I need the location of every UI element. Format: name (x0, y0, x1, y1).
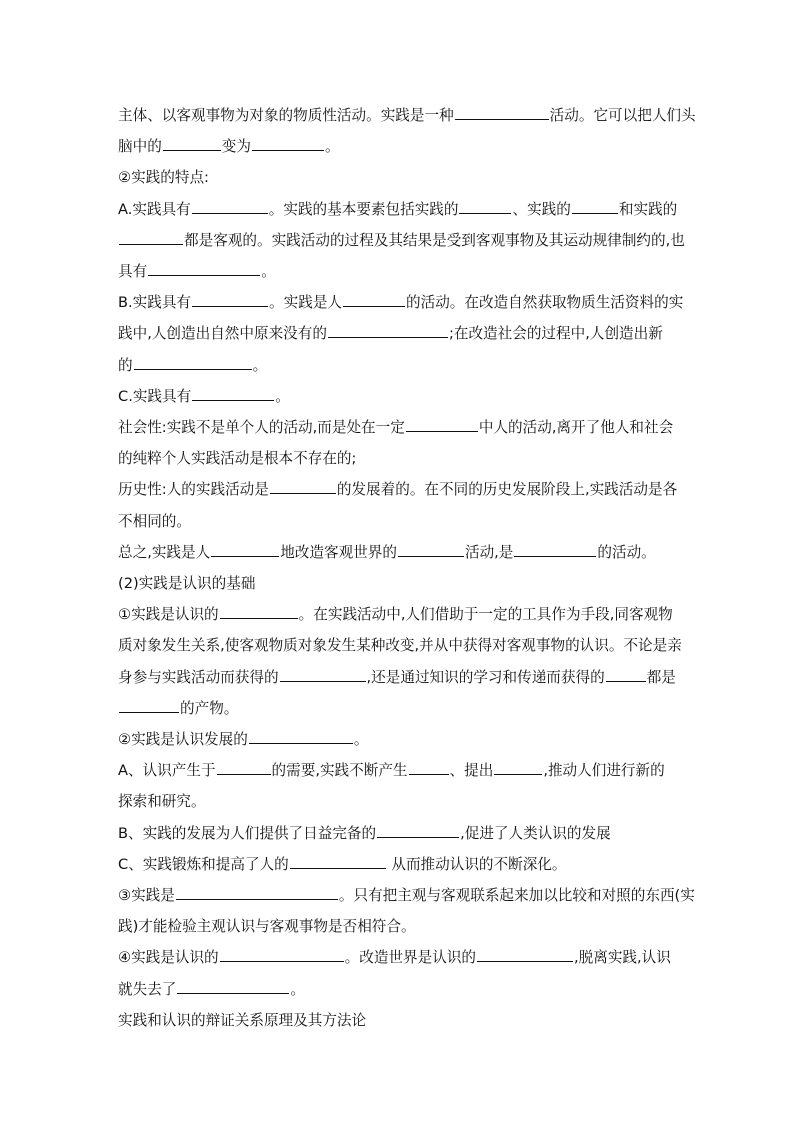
fill-in-blank (192, 198, 268, 214)
text-line (118, 474, 678, 505)
text-line (118, 974, 678, 1005)
text-run: 践中,人创造出自然中原来没有的 (118, 325, 327, 343)
fill-in-blank (572, 198, 618, 214)
text-line (118, 131, 678, 162)
text-run: 践)才能检验主观认识与客观事物是否相符合。 (118, 918, 416, 936)
text-run: A.实践具有 (118, 200, 191, 218)
text-run: (2)实践是认识的基础 (118, 575, 256, 593)
text-line (118, 537, 678, 568)
text-line (118, 818, 678, 849)
text-run: 主体、以客观事物为对象的物质性活动。实践是一种 (118, 107, 454, 124)
fill-in-blank (252, 135, 324, 151)
text-line (118, 911, 678, 942)
text-run: 就失去了 (118, 980, 177, 998)
text-run: 质对象发生关系,使客观物质对象发生某种改变,并从中获得对客观事物的认识。不论是亲 (118, 637, 682, 655)
text-run: ②实践是认识发展的 (118, 731, 248, 749)
text-run: 活动。它可以把人们头 (549, 107, 696, 124)
text-run: 都是 (646, 668, 676, 686)
text-run: 的 (118, 356, 133, 374)
text-run: ,促进了人类认识的发展 (460, 824, 611, 842)
text-run: 的产物。 (180, 699, 239, 717)
fill-in-blank (119, 697, 179, 713)
text-run: 、实践的 (512, 200, 571, 218)
text-run: ②实践的特点: (118, 169, 209, 187)
text-line (118, 630, 682, 661)
text-run: C、实践锻炼和提高了人的 (118, 855, 289, 873)
text-line (118, 506, 678, 537)
text-run: 的活动。在改造自然获取物质生活资料的实 (406, 294, 684, 312)
fill-in-blank (514, 541, 596, 557)
text-run: 不相同的。 (118, 512, 191, 530)
text-run: ,推动人们进行新的 (543, 762, 665, 780)
fill-in-blank (119, 229, 183, 245)
text-run: 。 (325, 138, 340, 156)
text-line (118, 880, 695, 911)
fill-in-blank (163, 135, 221, 151)
fill-in-blank (148, 260, 260, 276)
fill-in-blank (217, 759, 271, 775)
fill-in-blank (477, 946, 573, 962)
fill-in-blank (494, 759, 542, 775)
text-run: 。 (275, 387, 290, 405)
text-line (118, 1005, 678, 1036)
text-line (118, 724, 678, 755)
text-run: ;在改造社会的过程中,人创造出新 (448, 325, 663, 343)
text-run: ③实践是 (118, 887, 175, 905)
text-run: 。只有把主观与客观联系起来加以比较和对照的东西(实 (338, 887, 695, 905)
text-line (118, 786, 678, 817)
fill-in-blank (134, 354, 252, 370)
text-run: 实践和认识的辩证关系原理及其方法论 (118, 1011, 367, 1029)
text-line (118, 256, 678, 287)
text-run: 身参与实践活动而获得的 (118, 668, 279, 686)
text-line (118, 443, 678, 474)
text-run: B.实践具有 (118, 294, 192, 312)
text-line (118, 287, 684, 318)
fill-in-blank (328, 322, 448, 338)
text-line (118, 381, 678, 412)
text-run: ,还是通过知识的学习和传递而获得的 (366, 668, 605, 686)
text-run: 都是客观的。实践活动的过程及其结果是受到客观事物及其运动规律制约的,也 (184, 231, 685, 249)
fill-in-blank (377, 822, 459, 838)
fill-in-blank (343, 291, 405, 307)
fill-in-blank (455, 104, 549, 120)
text-run: 脑中的 (118, 138, 162, 156)
text-run: 。 (290, 980, 305, 998)
text-run: ④实践是认识的 (118, 949, 219, 967)
text-run: 。 (353, 731, 369, 749)
text-run: 。改造世界是认识的 (344, 949, 477, 967)
fill-in-blank (192, 385, 274, 401)
text-line (118, 225, 685, 256)
text-line (118, 693, 678, 724)
text-line (118, 755, 678, 786)
fill-in-blank (409, 759, 449, 775)
text-run: 的纯粹个人实践活动是根本不存在的; (118, 450, 357, 468)
text-run: 的发展着的。在不同的历史发展阶段上,实践活动是各 (336, 481, 678, 499)
text-run: 。 (261, 263, 276, 281)
text-line (118, 942, 678, 973)
fill-in-blank (270, 478, 336, 494)
fill-in-blank (280, 666, 366, 682)
fill-in-blank (211, 541, 279, 557)
text-run: 。 (252, 356, 268, 374)
text-line (118, 162, 678, 193)
text-run: 的活动。 (597, 543, 656, 561)
fill-in-blank (176, 884, 338, 900)
fill-in-blank (177, 978, 289, 994)
fill-in-blank (192, 291, 268, 307)
fill-in-blank (398, 541, 464, 557)
text-run: 从而推动认识的不断深化。 (386, 855, 567, 873)
text-line (118, 350, 678, 381)
text-run: 地改造客观世界的 (280, 543, 397, 561)
fill-in-blank (249, 728, 353, 744)
text-run: 探索和研究。 (118, 793, 206, 811)
text-run: 变为 (221, 138, 251, 156)
text-line (118, 568, 678, 599)
text-run: 、提出 (449, 762, 494, 780)
fill-in-blank (406, 416, 478, 432)
text-run: 的需要,实践不断产生 (271, 762, 408, 780)
text-line (118, 412, 678, 443)
text-line (118, 194, 678, 225)
text-run: 总之,实践是人 (118, 543, 211, 561)
text-run: C.实践具有 (118, 387, 192, 405)
fill-in-blank (606, 666, 646, 682)
document-body (118, 100, 696, 1036)
text-run: 。实践的基本要素包括实践的 (268, 200, 459, 218)
text-run: 社会性:实践不是单个人的活动,而是处在一定 (118, 419, 405, 437)
text-run: 中人的活动,离开了他人和社会 (478, 419, 674, 437)
text-run: B、实践的发展为人们提供了日益完备的 (118, 824, 377, 842)
text-line (118, 100, 696, 131)
text-run: 。在实践活动中,人们借助于一定的工具作为手段,同客观物 (298, 606, 673, 624)
fill-in-blank (459, 198, 511, 214)
fill-in-blank (290, 853, 386, 869)
fill-in-blank (220, 946, 344, 962)
text-run: 具有 (118, 263, 148, 281)
text-run: 活动,是 (464, 543, 514, 561)
text-run: ,脱离实践,认识 (574, 949, 671, 967)
text-line (118, 849, 678, 880)
text-run: 。实践是人 (269, 294, 343, 312)
text-run: A、认识产生于 (118, 762, 216, 780)
text-run: 历史性:人的实践活动是 (118, 481, 269, 499)
text-line (118, 318, 678, 349)
text-run: 和实践的 (618, 200, 678, 218)
fill-in-blank (220, 603, 298, 619)
text-line (118, 662, 678, 693)
text-run: ①实践是认识的 (118, 606, 219, 624)
text-line (118, 599, 678, 630)
